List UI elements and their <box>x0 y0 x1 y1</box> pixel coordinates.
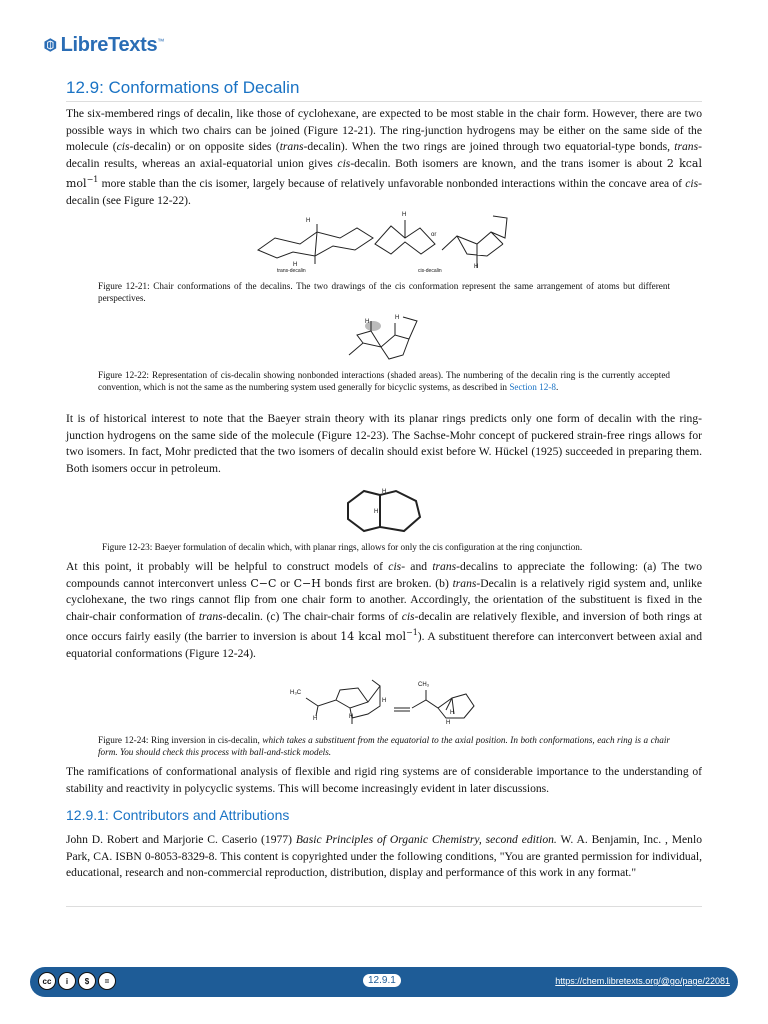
paragraph-contributors: John D. Robert and Marjorie C. Caserio (1977) Basic Principles of Organic Chemistry, second edition. W. A. Benjamin, Inc. , Menlo Park, CA. ISBN 0-8053-8329-8. This content is copyrighted under the following conditions, "You are granted permission for individual, educational, research and non-commercial reproduction, distribution, display and performance of this work in any format." <box>66 833 702 880</box>
attribution-icon: i <box>58 972 76 990</box>
page-url-link[interactable]: https://chem.libretexts.org/@go/page/22081 <box>555 976 730 986</box>
figure-12-23-caption: Figure 12-23: Baeyer formulation of decalin which, with planar rings, allows for only the cis configuration at the ring conjunction. <box>102 542 583 552</box>
cis-decalin-label: cis-decalin <box>418 268 442 274</box>
h-label: H <box>446 720 451 726</box>
logo-wordmark: LibreTexts™ <box>60 33 164 56</box>
h-label: H <box>313 716 318 722</box>
title-divider <box>66 101 702 102</box>
cc-license-badge[interactable] <box>38 972 116 990</box>
figure-12-22-caption: Figure 12-22: Representation of cis-decalin showing nonbonded interactions (shaded areas). The numbering of the decalin ring is the currently accepted convention, which is not the same as the numbering system used generally for bicyclic systems, as described in Section 12-8. <box>98 370 670 393</box>
noncommercial-icon: $ <box>78 972 96 990</box>
h-label: H <box>349 714 354 720</box>
no-derivatives-icon: = <box>98 972 116 990</box>
section-subtitle: 12.9.1: Contributors and Attributions <box>66 807 290 823</box>
trans-decalin-label: trans-decalin <box>277 268 306 274</box>
paragraph-baeyer: It is of historical interest to note that the Baeyer strain theory with its planar rings predicts only one form of decalin with the ring-junction hydrogens on the same side of the molecule (Figure 12-23). The Sachse-Mohr concept of puckered strain-free rings allows for two isomers. In fact, Mohr predicted that the two isomers of decalin should exist before W. Hückel (1925) succeeded in preparing them. Both isomers occur in petroleum. <box>66 412 702 475</box>
h-label: H <box>293 262 298 268</box>
h-label: H <box>450 710 455 716</box>
h-label: H <box>365 319 370 325</box>
h-label: H <box>382 698 387 704</box>
paragraph-ramifications: The ramifications of conformational analysis of flexible and rigid ring systems are of considerable importance to the understanding of stability and reactivity in polycyclic systems. This will become increasingly evident in later discussions. <box>66 765 702 795</box>
section-12-8-link[interactable]: Section 12-8 <box>509 382 557 393</box>
figure-12-22-image <box>345 313 423 363</box>
figure-12-23-image <box>342 487 426 537</box>
libretexts-logo[interactable] <box>44 27 164 63</box>
page-title: 12.9: Conformations of Decalin <box>66 78 300 97</box>
page-number: 12.9.1 <box>363 974 401 987</box>
figure-12-21-caption: Figure 12-21: Chair conformations of the decalins. The two drawings of the cis conformation represent the same arrangement of atoms but different perspectives. <box>98 281 670 304</box>
figure-12-21-image <box>255 210 520 276</box>
ch3-label: CH₃ <box>418 682 430 688</box>
h-label: H <box>306 218 311 224</box>
h-label: H <box>382 489 387 495</box>
figure-12-24-image <box>288 676 488 730</box>
libretexts-logo-icon <box>44 29 57 61</box>
cc-icon: cc <box>38 972 56 990</box>
h3c-label: H₃C <box>290 690 302 696</box>
h-label: H <box>402 212 407 218</box>
figure-12-24-caption: Figure 12-24: Ring inversion in cis-decalin, which takes a substituent from the equatorial to the axial position. In both conformations, each ring is a chair form. You should check this process with ball-and-stick models. <box>98 735 670 758</box>
h-label: H <box>474 264 479 270</box>
paragraph-models: At this point, it probably will be helpful to construct models of cis- and trans-decalins to appreciate the following: (a) The two compounds cannot interconvert unless C−C or C−H bonds first are broken. (b) trans-Decalin is a relatively rigid system and, unlike cyclohexane, the two rings cannot flip from one chair form to another. Accordingly, the orientation of the substituent is fixed in the chair-chair conformation of trans-decalin. (c) The chair-chair forms of cis-decalin are relatively flexible, and inversion of both rings at once occurs fairly easily (the barrier to inversion is about 14 kcal mol$^{-1}$). A substituent therefore can interconvert between axial and equatorial conformations (Figure 12-24). <box>66 560 703 660</box>
h-label: H <box>395 315 400 321</box>
bottom-divider <box>66 906 702 907</box>
h-label: H <box>374 509 379 515</box>
page-footer <box>30 967 738 997</box>
paragraph-intro: The six-membered rings of decalin, like those of cyclohexane, are expected to be most stable in the chair form. However, there are two possible ways in which two chairs can be joined (Figure 12-21). The ring-junction hydrogens may be either on the same side of the molecule (cis-decalin) or on opposite sides (trans-decalin). When the two rings are joined through two equatorial-type bonds, trans-decalin results, whereas an axial-equatorial union gives cis-decalin. Both isomers are known, and the trans isomer is about 2 kcal mol$^{-1}$ more stable than the cis isomer, largely because of relatively unfavorable nonbonded interactions within the concave area of cis-decalin (see Figure 12-22). <box>66 107 702 207</box>
or-label: or <box>431 232 437 238</box>
